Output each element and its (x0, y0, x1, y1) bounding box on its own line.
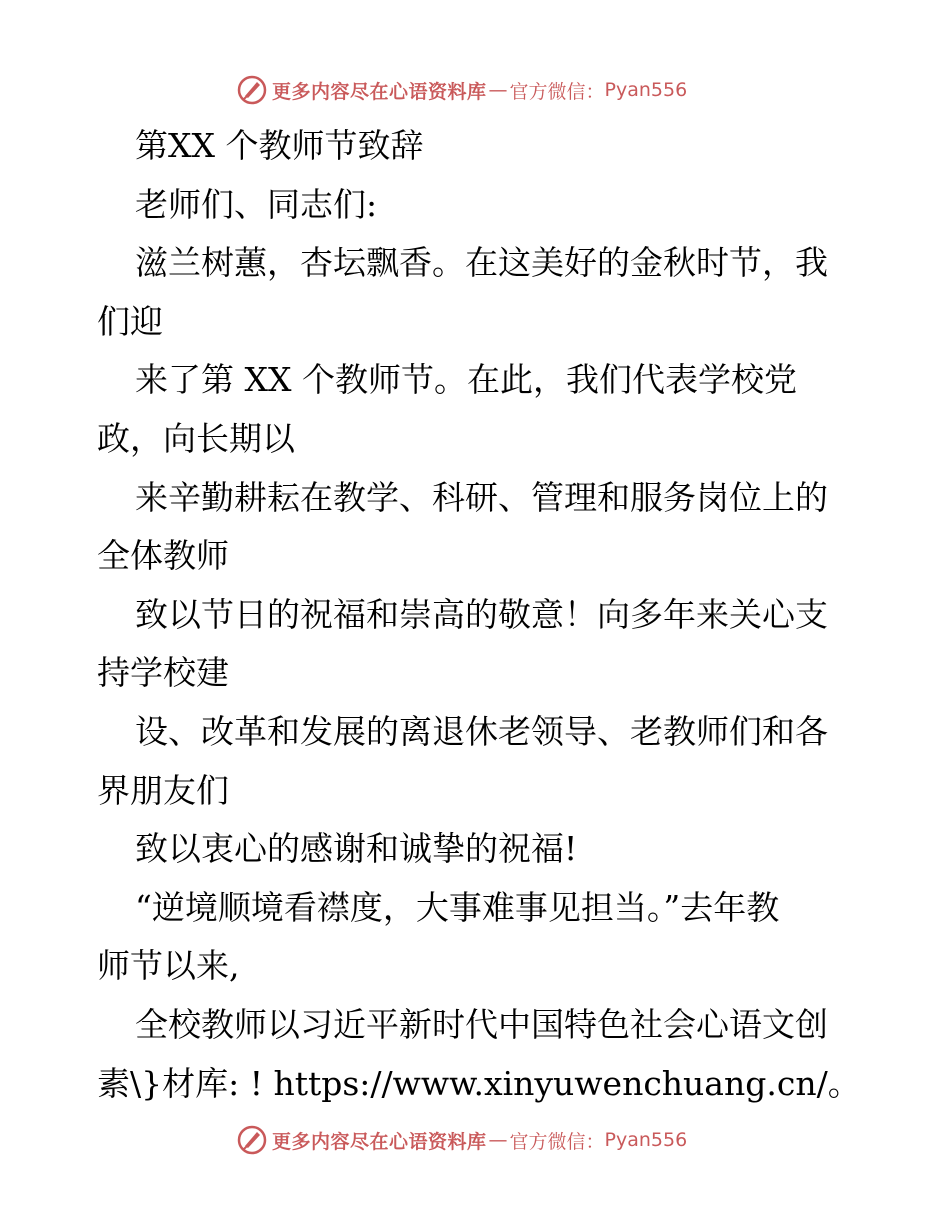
banner-site-name: 更多内容尽在心语资料库 (272, 80, 487, 103)
doc-line: 全校教师以习近平新时代中国特色社会心语文创 (135, 1004, 828, 1044)
doc-line: 界朋友们 (97, 770, 229, 810)
banner-wechat-id: Pyan556 (604, 1129, 688, 1151)
banner-separator: — (488, 1129, 508, 1151)
doc-line: 致以节日的祝福和崇高的敬意！向多年来关心支 (135, 594, 828, 634)
doc-line: 致以衷心的感谢和诚挚的祝福! (135, 829, 578, 869)
doc-line: 设、改革和发展的离退休老领导、老教师们和各 (135, 711, 828, 751)
doc-line: “逆境顺境看襟度，大事难事见担当。”去年教 (135, 887, 780, 927)
banner-separator: — (488, 79, 508, 101)
banner-wechat-label: 官方微信： (509, 1130, 605, 1153)
banner-wechat-id: Pyan556 (604, 79, 688, 101)
doc-line: 来了第 XX 个教师节。在此，我们代表学校党 (135, 360, 797, 400)
footer-banner (236, 1123, 687, 1157)
doc-line: 政，向长期以 (97, 418, 295, 458)
doc-line: 素\}材库: ! https://www.xinyuwenchuang.cn/。 (97, 1063, 861, 1103)
doc-line: 全体教师 (97, 536, 229, 576)
doc-line: 师节以来, (97, 946, 240, 986)
doc-line: 持学校建 (97, 653, 229, 693)
banner-wechat-label: 官方微信： (509, 80, 605, 103)
header-banner (236, 73, 687, 107)
doc-line: 们迎 (97, 301, 163, 341)
banner-site-name: 更多内容尽在心语资料库 (272, 1130, 487, 1153)
doc-salutation: 老师们、同志们: (135, 184, 378, 224)
doc-line: 来辛勤耕耘在教学、科研、管理和服务岗位上的 (135, 477, 828, 517)
document-body (97, 117, 867, 1113)
quill-logo-icon (236, 74, 268, 106)
quill-logo-icon (236, 1124, 268, 1156)
doc-line: 滋兰树蕙，杏坛飘香。在这美好的金秋时节，我 (135, 243, 828, 283)
doc-title: 第XX 个教师节致辞 (135, 126, 424, 165)
